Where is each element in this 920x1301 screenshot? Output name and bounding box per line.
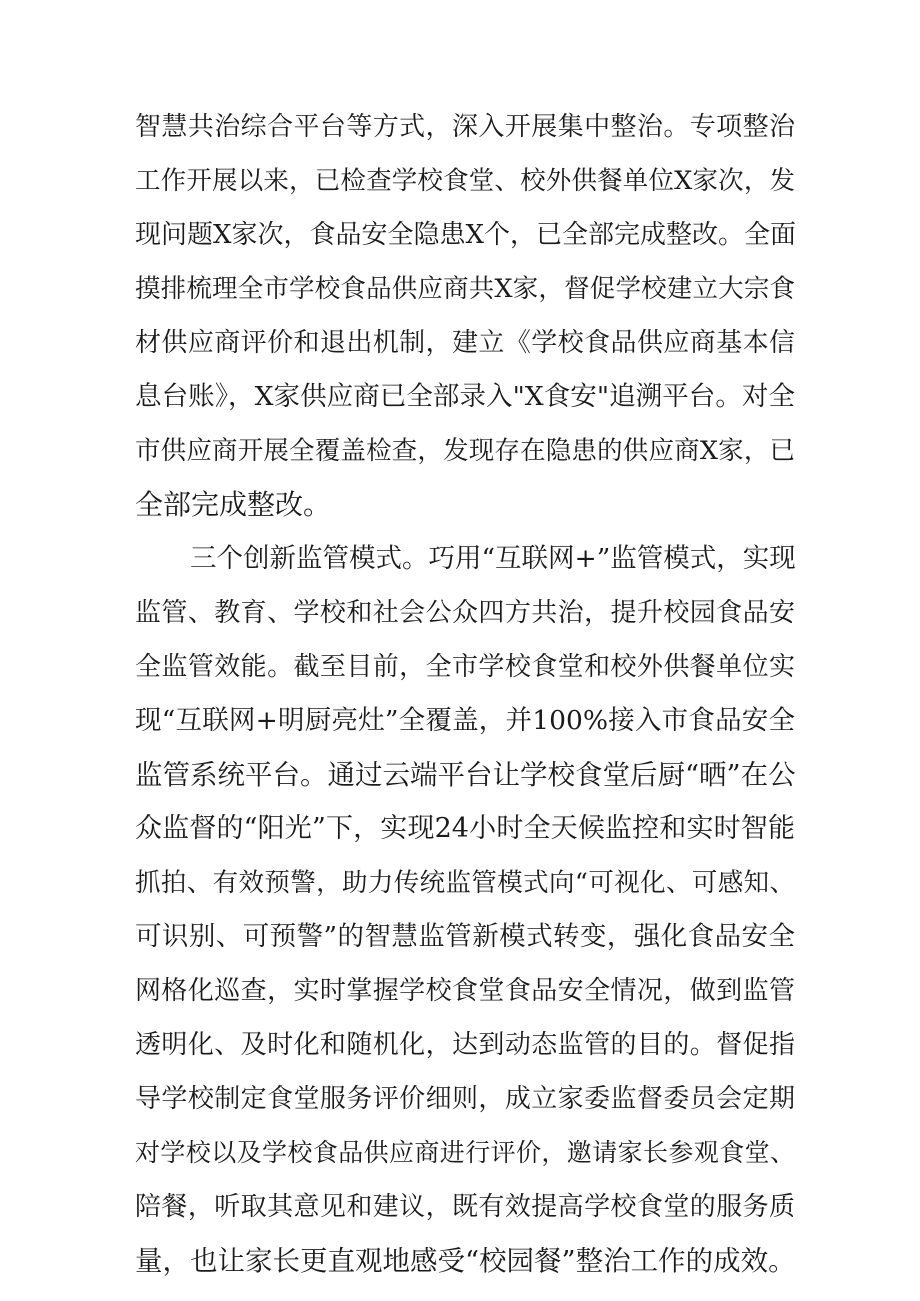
paragraph-1-line-5: 材供应商评价和退出机制，建立《学校食品供应商基本信 [135, 328, 795, 358]
paragraph-2-line-1: 三个创新监管模式。巧用“互联网+”监管模式，实现 [190, 543, 796, 574]
paragraph-2-line-11: 导学校制定食堂服务评价细则，成立家委监督委员会定期 [135, 1084, 795, 1114]
paragraph-2-line-5: 监管系统平台。通过云端平台让学校食堂后厨“晒”在公 [135, 759, 796, 791]
paragraph-2-line-9: 网格化巡查，实时掌握学校食堂食品安全情况，做到监管 [135, 976, 795, 1006]
paragraph-1-line-6: 息台账》，X家供应商已全部录入"X食安"追溯平台。对全 [135, 381, 795, 412]
paragraph-2-line-4: 现“互联网+明厨亮灶”全覆盖，并100%接入市食品安全 [135, 705, 795, 736]
paragraph-2-line-10: 透明化、及时化和随机化，达到动态监管的目的。督促指 [135, 1030, 795, 1060]
paragraph-1-line-3: 现问题X家次，食品安全隐患X个，已全部完成整改。全面 [135, 220, 797, 250]
paragraph-1-line-4: 摸排梳理全市学校食品供应商共X家，督促学校建立大宗食 [135, 274, 795, 304]
paragraph-2-line-7: 抓拍、有效预警，助力传统监管模式向“可视化、可感知、 [135, 868, 795, 898]
paragraph-1-line-7: 市供应商开展全覆盖检查，发现存在隐患的供应商X家，已 [135, 436, 795, 466]
paragraph-2-line-8: 可识别、可预警”的智慧监管新模式转变，强化食品安全 [135, 921, 795, 952]
paragraph-2-line-14: 量，也让家长更直观地感受“校园餐”整治工作的成效。 [135, 1245, 796, 1277]
paragraph-1-line-2: 工作开展以来，已检查学校食堂、校外供餐单位X家次，发 [135, 166, 795, 196]
paragraph-1-line-8: 全部完成整改。 [135, 488, 332, 521]
paragraph-2-line-13: 陪餐，听取其意见和建议，既有效提高学校食堂的服务质 [135, 1192, 795, 1222]
paragraph-2-line-12: 对学校以及学校食品供应商进行评价，邀请家长参观食堂、 [135, 1138, 795, 1167]
paragraph-2-line-6: 众监督的“阳光”下，实现24小时全天候监控和实时智能 [135, 813, 795, 844]
paragraph-2-line-2: 监管、教育、学校和社会公众四方共治，提升校园食品安 [135, 598, 795, 628]
paragraph-2-line-3: 全监管效能。截至目前，全市学校食堂和校外供餐单位实 [135, 652, 795, 682]
paragraph-1-line-1: 智慧共治综合平台等方式，深入开展集中整治。专项整治 [135, 112, 795, 142]
